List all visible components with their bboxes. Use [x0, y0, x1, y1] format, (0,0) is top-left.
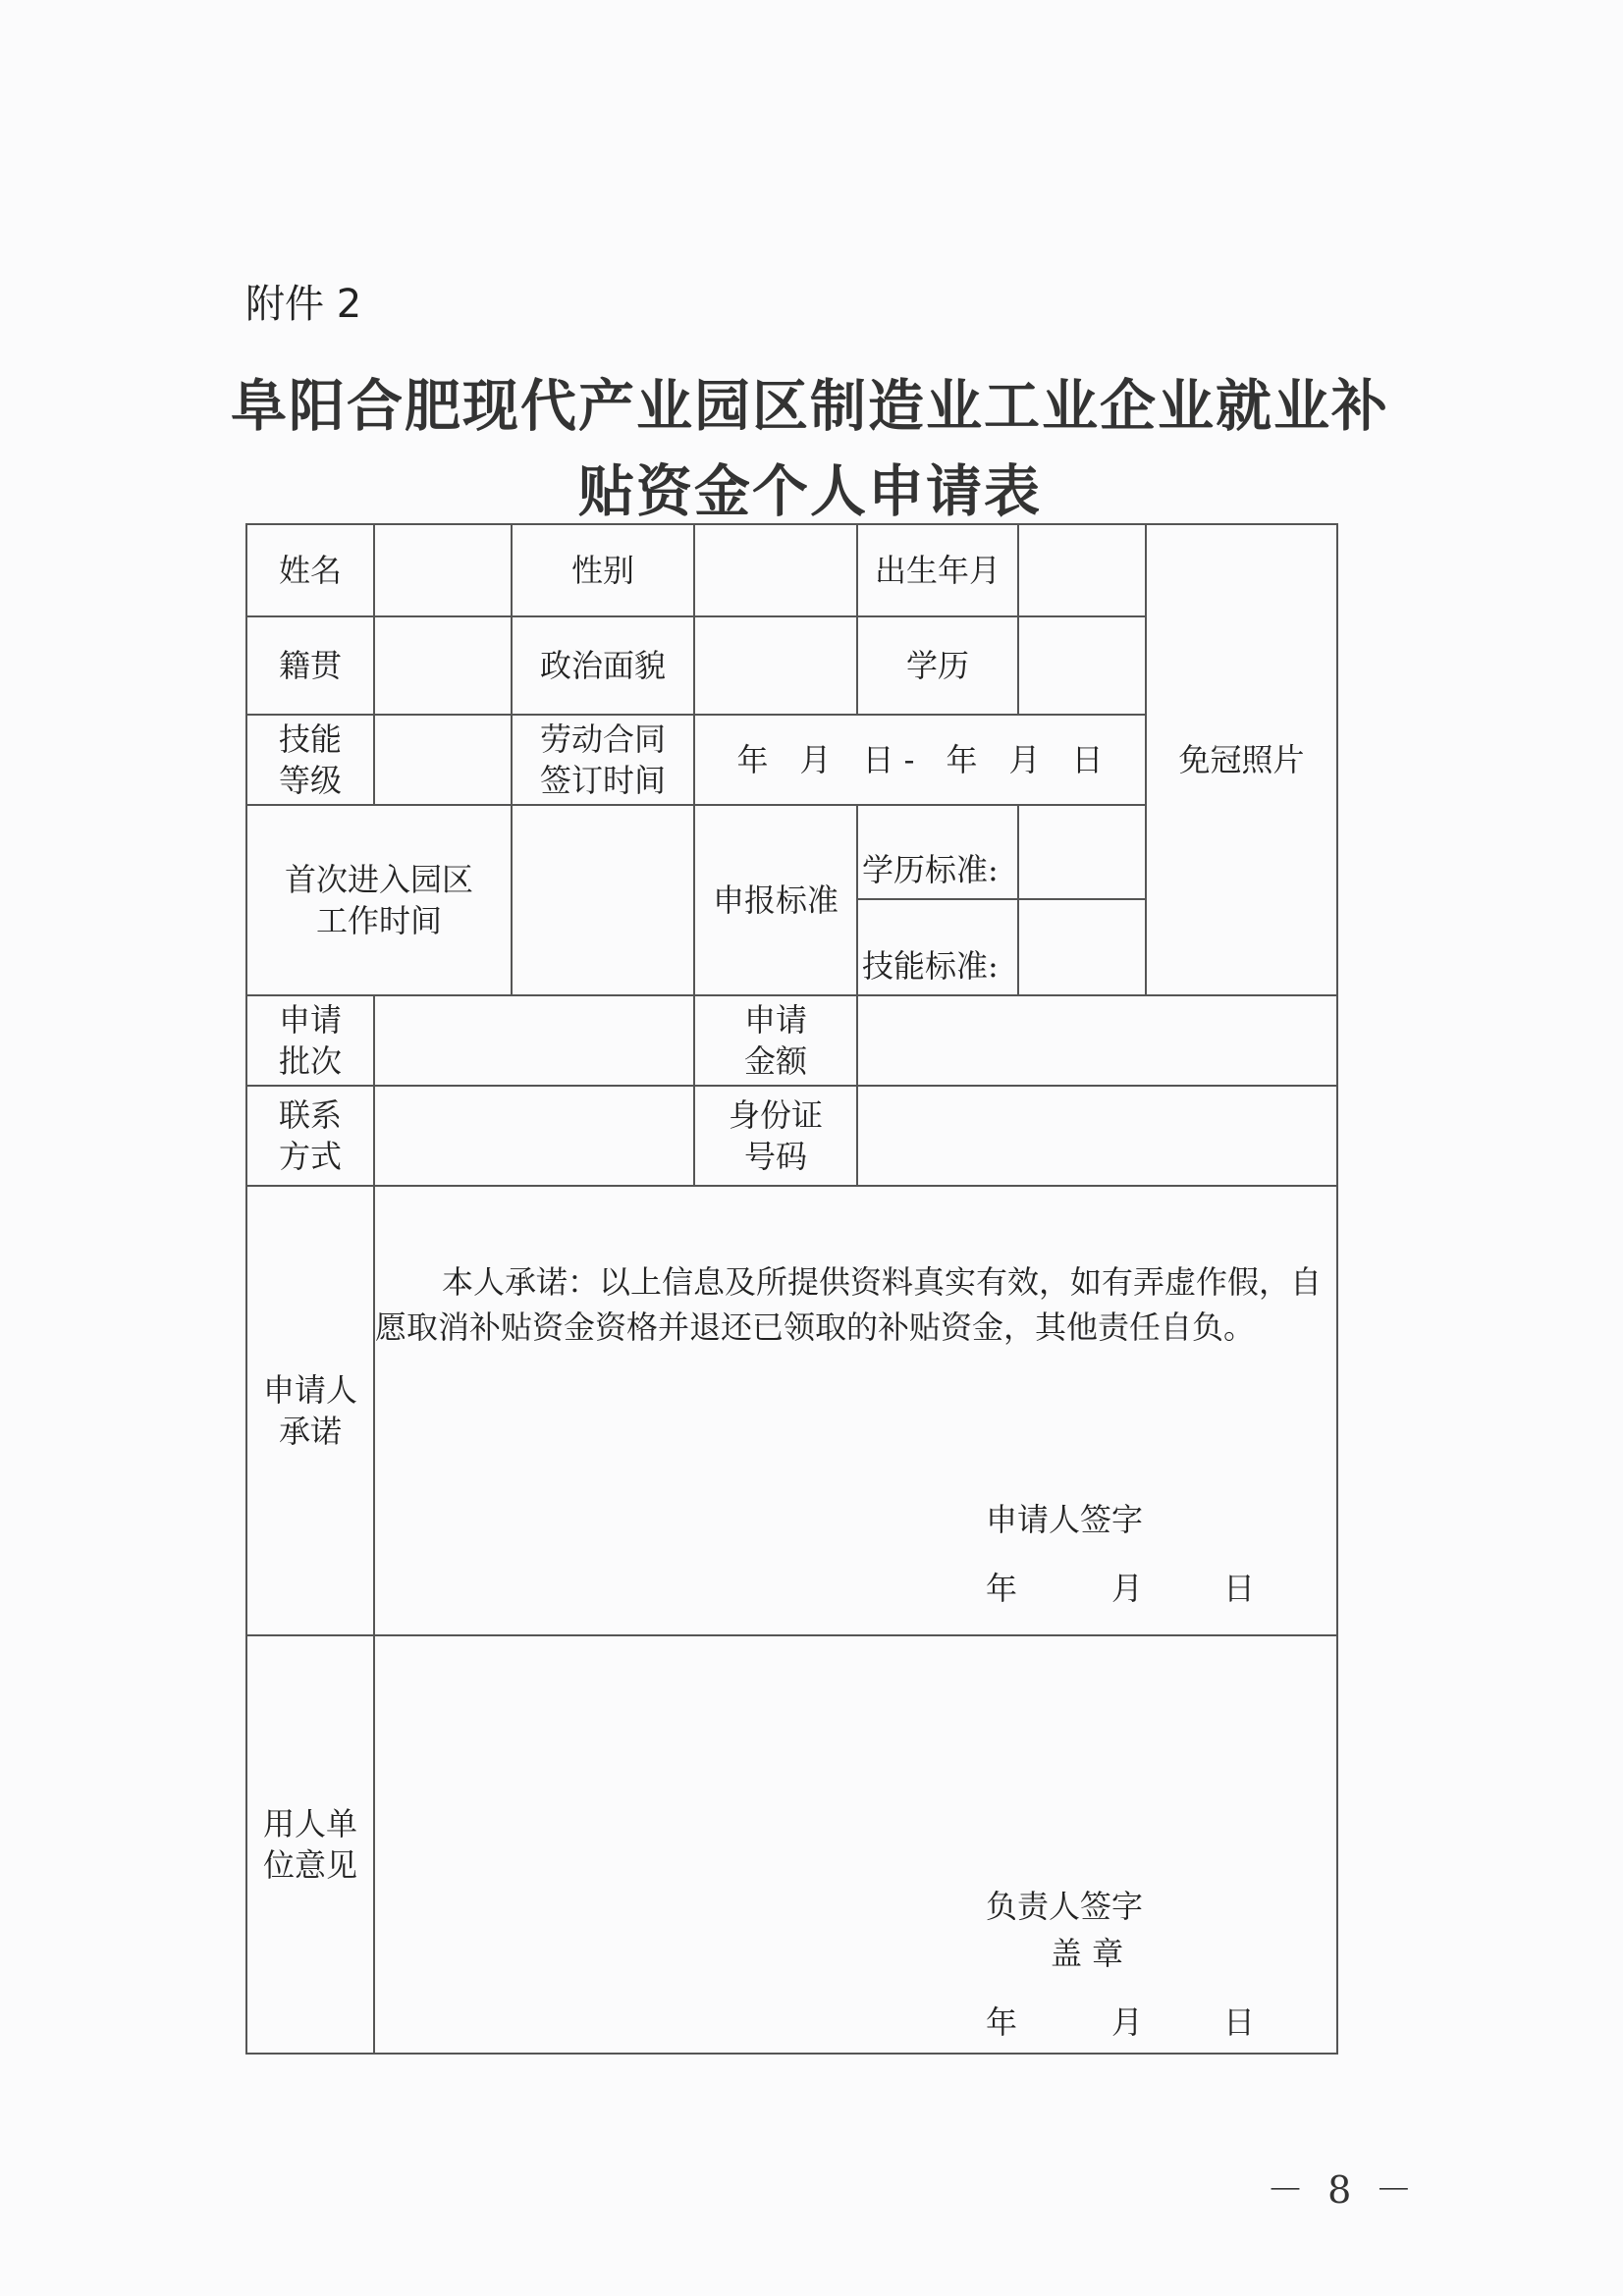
- applicant-promise-label: 申请人 承诺: [246, 1186, 374, 1635]
- promise-text: 本人承诺：以上信息及所提供资料真实有效，如有弄虚作假，自愿取消补贴资金资格并退还已领取的补贴资金，其他责任自负。: [375, 1263, 1323, 1346]
- employer-opinion-cell[interactable]: [374, 1635, 1337, 2054]
- leader-sign-label: 负责人签字: [986, 1888, 1144, 1925]
- batch-field[interactable]: [374, 995, 694, 1086]
- skill-level-field[interactable]: [374, 715, 512, 805]
- contract-time-label: 劳动合同 签订时间: [512, 715, 694, 805]
- batch-label: 申请 批次: [246, 995, 374, 1086]
- edu-standard-label: 学历标准:: [857, 805, 1018, 899]
- skill-standard-label: 技能标准:: [857, 899, 1018, 995]
- application-form-table: [245, 523, 1338, 2055]
- applicant-sign-label: 申请人签字: [986, 1501, 1144, 1538]
- promise-cell[interactable]: [374, 1186, 1337, 1635]
- contact-label: 联系 方式: [246, 1086, 374, 1186]
- first-entry-label: 首次进入园区 工作时间: [246, 805, 512, 995]
- first-entry-field[interactable]: [512, 805, 694, 995]
- form-title-line2: 贴资金个人申请表: [578, 459, 1042, 524]
- employer-date: 年 月 日: [986, 2003, 1256, 2041]
- name-field[interactable]: [374, 524, 512, 616]
- contract-dates-field[interactable]: 年 月 日 - 年 月 日: [694, 715, 1146, 805]
- political-field[interactable]: [694, 616, 857, 715]
- amount-field[interactable]: [857, 995, 1337, 1086]
- applicant-date: 年 月 日: [986, 1570, 1256, 1607]
- birth-field[interactable]: [1018, 524, 1146, 616]
- seal-label: 盖 章: [1051, 1935, 1124, 1972]
- education-field[interactable]: [1018, 616, 1146, 715]
- gender-field[interactable]: [694, 524, 857, 616]
- hometown-label: 籍贯: [246, 616, 374, 715]
- hometown-field[interactable]: [374, 616, 512, 715]
- skill-level-label: 技能 等级: [246, 715, 374, 805]
- amount-label: 申请 金额: [694, 995, 857, 1086]
- skill-standard-field[interactable]: [1018, 899, 1146, 995]
- edu-standard-field[interactable]: [1018, 805, 1146, 899]
- political-label: 政治面貌: [512, 616, 694, 715]
- name-label: 姓名: [246, 524, 374, 616]
- declare-standard-label: 申报标准: [694, 805, 857, 995]
- photo-cell[interactable]: 免冠照片: [1146, 524, 1337, 995]
- id-number-field[interactable]: [857, 1086, 1337, 1186]
- contact-field[interactable]: [374, 1086, 694, 1186]
- form-title-line1: 阜阳合肥现代产业园区制造业工业企业就业补: [231, 374, 1389, 439]
- birth-label: 出生年月: [857, 524, 1018, 616]
- employer-opinion-label: 用人单 位意见: [246, 1635, 374, 2054]
- education-label: 学历: [857, 616, 1018, 715]
- id-number-label: 身份证 号码: [694, 1086, 857, 1186]
- attachment-label: 附件 2: [245, 282, 362, 327]
- page-number: － 8 －: [1267, 2168, 1419, 2212]
- gender-label: 性别: [512, 524, 694, 616]
